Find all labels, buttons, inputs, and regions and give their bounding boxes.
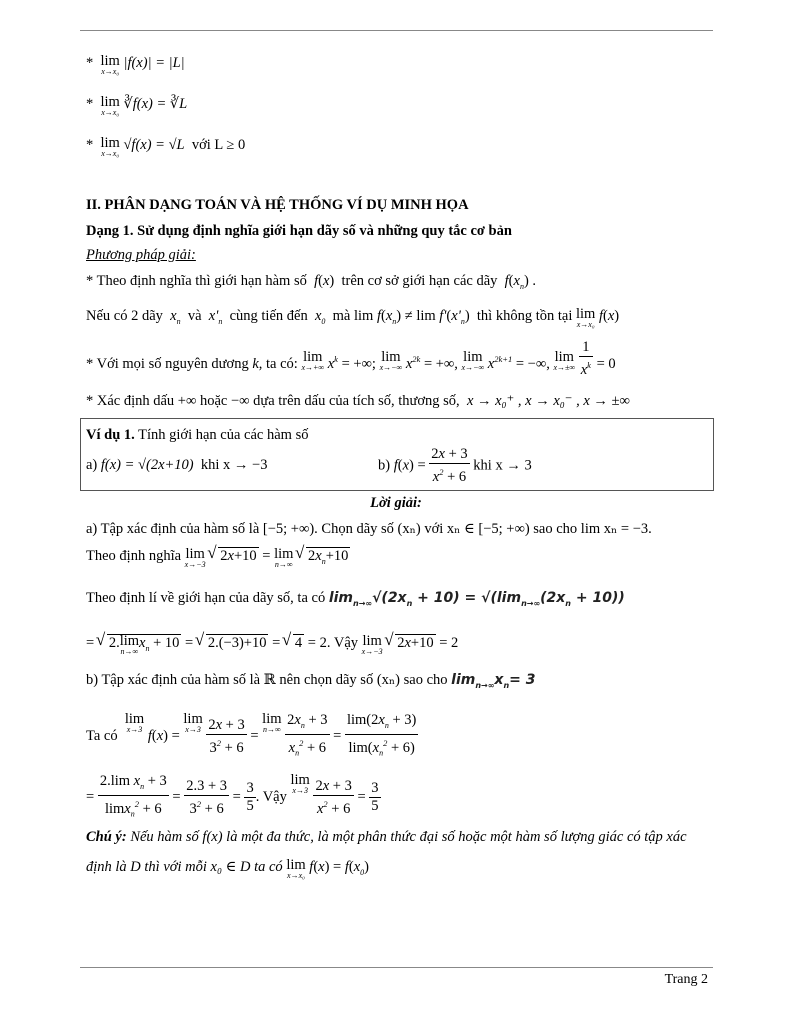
solution-a-line-3: Theo định lí về giới hạn của dãy số, ta có $\lim_{n\to\infty}√(2x_n + 10) = √(\lim_{n\to\infty}(2x_n + 10))$ [86, 590, 625, 608]
solution-a-line-1: a) Tập xác định của hàm số là [−5; +∞). Chọn dãy số (xₙ) với xₙ ∈ [−5; +∞) sao cho lim xₙ = −3. [86, 521, 652, 537]
dang1-heading: Dạng 1. Sử dụng định nghĩa giới hạn dãy số và những quy tắc cơ bản [86, 223, 512, 239]
method-label: Phương pháp giải: [86, 247, 196, 263]
example-title: Ví dụ 1. Tính giới hạn của các hàm số [86, 427, 309, 443]
note-line-1: Chú ý: Nếu hàm số f(x) là một đa thức, là một phân thức đại số hoặc một hàm số lượng giác có tập xác [86, 829, 687, 845]
method-line-4: * Xác định dấu +∞ hoặc −∞ dựa trên dấu của tích số, thương số, x → x₀⁺ , x → x₀⁻ , x → ±∞ [86, 393, 630, 409]
solution-title: Lời giải: [370, 495, 422, 511]
property-abs-limit: * lim x→x₀ |f(x)| = |L| [86, 53, 185, 76]
property-cube-root-limit: * lim x→x₀ ∛f(x) = ∛L [86, 94, 188, 117]
footer-rule [80, 967, 713, 968]
solution-a-line-4: = √ 2.lim n→∞ $x_n + 10$ = √ 2.(−3)+10 = √ 4 = 2. Vậy lim x→−3 √ 2x+10 = 2 [86, 634, 458, 658]
example-part-a: a) f(x) = √(2x+10) khi x → −3 [86, 457, 268, 473]
section-heading: II. PHÂN DẠNG TOÁN VÀ HỆ THỐNG VÍ DỤ MINH HỌA [86, 197, 469, 213]
property-sqrt-limit: * lim x→x₀ √f(x) = √L với L ≥ 0 [86, 135, 246, 158]
header-rule [80, 30, 713, 31]
method-line-3: * Với mọi số nguyên dương k, ta có: lim x→+∞ $x^k$ = +∞; lim x→−∞ $x^{2k}$ = +∞, lim x→−∞ $x^{2k+1}$ = −∞, lim x→±∞ $\frac{1}{x^k}$ = 0 [86, 338, 616, 378]
method-line-1: * Theo định nghĩa thì giới hạn hàm số f(x) trên cơ sở giới hạn các dãy $f(x_n)$ . [86, 273, 537, 291]
solution-b-line-2: Ta có lim x→3 f(x) = lim x→3 $\frac{2x + 3}{3^2 + 6}$ = lim n→∞ $\frac{2x_n + 3}{x_n^2 + 6}$ = $\frac{\lim(2x_n + 3)}{\lim(x_n^2 + 6)}$ [86, 711, 417, 758]
example-part-b: b) f(x) = $\frac{2x + 3}{x^2 + 6}$ khi x → 3 [378, 446, 532, 485]
solution-a-line-2: Theo định nghĩa lim x→−3 √ 2x+10 = lim n→∞ √ $2x_n+10$ [86, 547, 350, 571]
note-line-2: định là D thì với mỗi x₀ ∈ D ta có lim x→x₀ $f(x) = f(x_0)$ [86, 857, 370, 880]
solution-b-line-3: = $\frac{2.\lim x_n + 3}{\lim x_n^2 + 6}$ = $\frac{2.3 + 3}{3^2 + 6}$ = $\frac{3}{5}$ . Vậy lim x→3 $\frac{2x + 3}{x^2 + 6}$ = $\frac{3}{5}$ [86, 772, 379, 819]
solution-b-line-1: b) Tập xác định của hàm số là ℝ nên chọn dãy số (xₙ) sao cho $\lim_{n\to\infty}x_n= 3$ [86, 672, 536, 690]
method-line-2: Nếu có 2 dãy $x_n$ và $x'_n$ cùng tiến đến $x_0$ mà $\lim f(x_n) \ne \lim f'(x'_n)$ thì không tồn tại lim x→x₀ f(x) [86, 306, 620, 329]
page-number: Trang 2 [664, 972, 708, 987]
